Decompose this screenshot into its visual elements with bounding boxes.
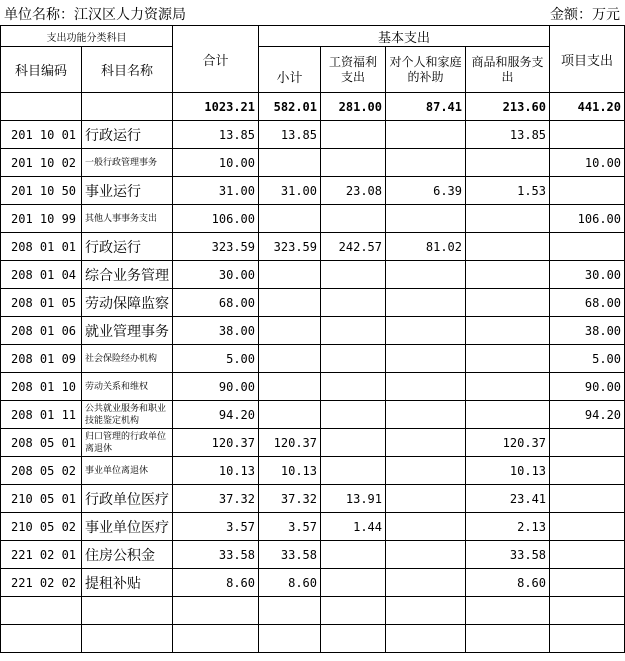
row-total: 33.58 [173, 541, 259, 569]
row-salary [321, 289, 386, 317]
row-total: 10.13 [173, 457, 259, 485]
row-personal [386, 485, 466, 513]
row-subtotal [259, 205, 321, 233]
table-row [1, 289, 625, 317]
row-salary: 242.57 [321, 233, 386, 261]
row-goods [466, 261, 550, 289]
table-row [1, 541, 625, 569]
row-goods [466, 317, 550, 345]
table-row [1, 373, 625, 401]
row-project: 38.00 [550, 317, 625, 345]
row-name: 行政运行 [82, 233, 173, 261]
row-goods [466, 401, 550, 429]
row-total: 37.32 [173, 485, 259, 513]
goods-header: 商品和服务支出 [466, 47, 550, 93]
row-salary [321, 401, 386, 429]
row-goods [466, 149, 550, 177]
row-name: 行政单位医疗 [82, 485, 173, 513]
row-subtotal [259, 401, 321, 429]
row-total: 5.00 [173, 345, 259, 373]
row-total: 10.00 [173, 149, 259, 177]
row-personal [386, 541, 466, 569]
table-row [1, 149, 625, 177]
row-code: 221 02 01 [1, 541, 82, 569]
total-header: 合计 [173, 26, 259, 93]
row-personal [386, 373, 466, 401]
row-code: 208 01 11 [1, 401, 82, 429]
row-salary [321, 149, 386, 177]
row-project [550, 233, 625, 261]
subtotal-sum: 582.01 [259, 93, 321, 121]
table-row [1, 569, 625, 597]
row-name: 归口管理的行政单位离退休 [82, 429, 173, 457]
row-code: 221 02 02 [1, 569, 82, 597]
row-subtotal: 13.85 [259, 121, 321, 149]
row-personal [386, 149, 466, 177]
row-salary: 1.44 [321, 513, 386, 541]
budget-table [0, 25, 625, 653]
row-project [550, 429, 625, 457]
row-project: 30.00 [550, 261, 625, 289]
goods-sum: 213.60 [466, 93, 550, 121]
row-personal: 81.02 [386, 233, 466, 261]
row-total: 13.85 [173, 121, 259, 149]
row-code: 210 05 01 [1, 485, 82, 513]
row-personal [386, 317, 466, 345]
name-header: 科目名称 [82, 47, 173, 93]
row-project: 10.00 [550, 149, 625, 177]
blank-row [1, 597, 625, 625]
row-name: 公共就业服务和职业技能鉴定机构 [82, 401, 173, 429]
row-personal [386, 261, 466, 289]
row-goods [466, 233, 550, 261]
table-row [1, 513, 625, 541]
row-personal: 6.39 [386, 177, 466, 205]
row-total: 68.00 [173, 289, 259, 317]
row-project [550, 485, 625, 513]
row-total: 90.00 [173, 373, 259, 401]
table-row [1, 429, 625, 457]
basic-header: 基本支出 [259, 26, 550, 47]
row-personal [386, 345, 466, 373]
row-total: 3.57 [173, 513, 259, 541]
row-subtotal [259, 289, 321, 317]
row-project: 106.00 [550, 205, 625, 233]
row-subtotal: 3.57 [259, 513, 321, 541]
table-row [1, 177, 625, 205]
row-name: 行政运行 [82, 121, 173, 149]
project-header: 项目支出 [550, 26, 625, 93]
row-project [550, 177, 625, 205]
table-row [1, 317, 625, 345]
row-salary [321, 569, 386, 597]
row-salary [321, 261, 386, 289]
row-code: 208 05 02 [1, 457, 82, 485]
amount-unit: 金额：万元 [550, 7, 620, 23]
row-subtotal: 33.58 [259, 541, 321, 569]
row-salary: 23.08 [321, 177, 386, 205]
row-total: 8.60 [173, 569, 259, 597]
row-personal [386, 289, 466, 317]
row-salary [321, 429, 386, 457]
row-code: 201 10 02 [1, 149, 82, 177]
row-goods: 2.13 [466, 513, 550, 541]
row-total: 94.20 [173, 401, 259, 429]
row-name: 劳动保障监察 [82, 289, 173, 317]
table-row [1, 261, 625, 289]
row-project: 90.00 [550, 373, 625, 401]
row-name: 事业单位医疗 [82, 513, 173, 541]
row-subtotal [259, 261, 321, 289]
row-personal [386, 569, 466, 597]
blank-row [1, 625, 625, 653]
row-total: 38.00 [173, 317, 259, 345]
func-class-header: 支出功能分类科目 [1, 26, 173, 47]
total-sum: 1023.21 [173, 93, 259, 121]
row-personal [386, 401, 466, 429]
report-header [0, 0, 625, 26]
table-row [1, 457, 625, 485]
row-code: 201 10 01 [1, 121, 82, 149]
row-project: 5.00 [550, 345, 625, 373]
row-subtotal: 323.59 [259, 233, 321, 261]
row-project [550, 121, 625, 149]
row-code: 201 10 99 [1, 205, 82, 233]
row-name: 社会保险经办机构 [82, 345, 173, 373]
row-name: 就业管理事务 [82, 317, 173, 345]
row-subtotal [259, 373, 321, 401]
table-row [1, 233, 625, 261]
table-row [1, 485, 625, 513]
row-code: 208 01 09 [1, 345, 82, 373]
row-goods [466, 205, 550, 233]
row-subtotal: 10.13 [259, 457, 321, 485]
row-salary [321, 317, 386, 345]
row-total: 31.00 [173, 177, 259, 205]
table-body [1, 121, 625, 597]
row-project: 68.00 [550, 289, 625, 317]
row-total: 30.00 [173, 261, 259, 289]
row-goods [466, 345, 550, 373]
row-salary [321, 345, 386, 373]
row-salary: 13.91 [321, 485, 386, 513]
row-name: 综合业务管理 [82, 261, 173, 289]
row-subtotal: 37.32 [259, 485, 321, 513]
row-code: 201 10 50 [1, 177, 82, 205]
row-subtotal [259, 345, 321, 373]
row-code: 208 05 01 [1, 429, 82, 457]
row-subtotal: 31.00 [259, 177, 321, 205]
subtotal-header: 小计 [259, 47, 321, 93]
totals-row [1, 93, 625, 121]
row-goods: 10.13 [466, 457, 550, 485]
code-header: 科目编码 [1, 47, 82, 93]
row-subtotal [259, 149, 321, 177]
personal-header: 对个人和家庭的补助 [386, 47, 466, 93]
row-goods [466, 289, 550, 317]
row-goods [466, 373, 550, 401]
row-goods: 23.41 [466, 485, 550, 513]
row-personal [386, 205, 466, 233]
row-project [550, 513, 625, 541]
row-subtotal: 120.37 [259, 429, 321, 457]
row-goods: 1.53 [466, 177, 550, 205]
row-name: 事业单位离退休 [82, 457, 173, 485]
row-name: 劳动关系和维权 [82, 373, 173, 401]
row-project: 94.20 [550, 401, 625, 429]
row-code: 208 01 01 [1, 233, 82, 261]
row-code: 208 01 10 [1, 373, 82, 401]
row-project [550, 457, 625, 485]
row-subtotal: 8.60 [259, 569, 321, 597]
table-row [1, 205, 625, 233]
row-project [550, 569, 625, 597]
row-project [550, 541, 625, 569]
table-row [1, 401, 625, 429]
row-goods: 120.37 [466, 429, 550, 457]
row-total: 106.00 [173, 205, 259, 233]
row-code: 208 01 06 [1, 317, 82, 345]
table-row [1, 121, 625, 149]
salary-header: 工资福利支出 [321, 47, 386, 93]
row-total: 120.37 [173, 429, 259, 457]
row-salary [321, 121, 386, 149]
row-goods: 8.60 [466, 569, 550, 597]
personal-sum: 87.41 [386, 93, 466, 121]
unit-name: 单位名称：江汉区人力资源局 [4, 7, 186, 23]
row-goods: 13.85 [466, 121, 550, 149]
project-sum: 441.20 [550, 93, 625, 121]
row-salary [321, 205, 386, 233]
row-name: 其他人事事务支出 [82, 205, 173, 233]
row-name: 事业运行 [82, 177, 173, 205]
row-salary [321, 541, 386, 569]
row-name: 提租补贴 [82, 569, 173, 597]
row-personal [386, 429, 466, 457]
row-name: 一般行政管理事务 [82, 149, 173, 177]
row-goods: 33.58 [466, 541, 550, 569]
row-subtotal [259, 317, 321, 345]
row-code: 208 01 05 [1, 289, 82, 317]
row-salary [321, 373, 386, 401]
row-code: 210 05 02 [1, 513, 82, 541]
salary-sum: 281.00 [321, 93, 386, 121]
row-name: 住房公积金 [82, 541, 173, 569]
row-code: 208 01 04 [1, 261, 82, 289]
row-salary [321, 457, 386, 485]
row-personal [386, 513, 466, 541]
row-total: 323.59 [173, 233, 259, 261]
row-personal [386, 457, 466, 485]
table-row [1, 345, 625, 373]
row-personal [386, 121, 466, 149]
